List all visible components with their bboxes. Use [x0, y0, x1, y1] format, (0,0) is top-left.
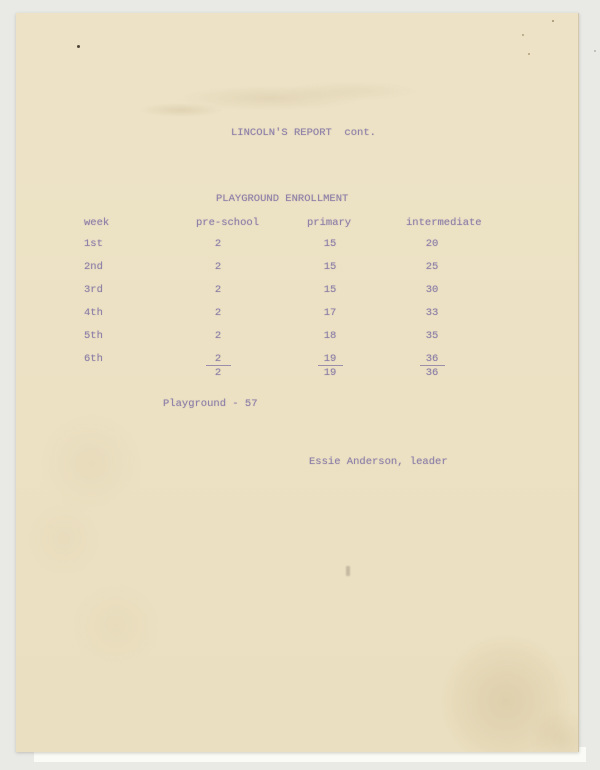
cell-week: 3rd [84, 284, 103, 296]
cell-pre-school: 2 [214, 238, 222, 250]
cell-intermediate: 25 [425, 261, 439, 273]
cell-week: 1st [84, 238, 103, 250]
summary-line: Playground - 57 [163, 398, 258, 410]
cell-pre-school: 2 [214, 284, 222, 296]
signature-line: Essie Anderson, leader [309, 456, 448, 468]
cell-primary: 15 [323, 261, 337, 273]
dust-speck [77, 45, 80, 48]
dust-speck [594, 50, 596, 52]
cell-week: 6th [84, 353, 103, 365]
table-row [16, 261, 578, 274]
table-row [16, 284, 578, 297]
cell-intermediate: 20 [425, 238, 439, 250]
table-row-final-week [16, 353, 578, 366]
cell-intermediate: 35 [425, 330, 439, 342]
cell-pre-school [197, 353, 239, 366]
table-row [16, 330, 578, 343]
header-pre-school: pre-school [196, 217, 260, 229]
sum-underline: 19 [318, 353, 343, 366]
cell-primary: 18 [323, 330, 337, 342]
table-row [16, 238, 578, 251]
section-title: PLAYGROUND ENROLLMENT [216, 193, 349, 205]
cell-intermediate [411, 353, 453, 366]
table-row [16, 307, 578, 320]
sum-underline: 2 [206, 353, 231, 366]
total-intermediate: 36 [425, 367, 439, 379]
cell-primary: 17 [323, 307, 337, 319]
cell-primary [309, 353, 351, 366]
cell-primary: 15 [323, 238, 337, 250]
dust-speck [552, 20, 554, 22]
document-page [16, 13, 579, 752]
cell-pre-school: 2 [214, 307, 222, 319]
cell-intermediate: 30 [425, 284, 439, 296]
cell-pre-school: 2 [214, 261, 222, 273]
dust-speck [522, 34, 524, 36]
total-pre-school: 2 [214, 367, 222, 379]
total-primary: 19 [323, 367, 337, 379]
cell-week: 5th [84, 330, 103, 342]
header-intermediate: intermediate [406, 217, 482, 229]
header-primary: primary [307, 217, 352, 229]
cell-intermediate: 33 [425, 307, 439, 319]
table-totals-row [16, 367, 578, 380]
table-header-row [16, 217, 578, 230]
header-week: week [84, 217, 110, 229]
sum-underline: 36 [420, 353, 445, 366]
cell-primary: 15 [323, 284, 337, 296]
faint-ink-mark [346, 566, 350, 576]
document-title: LINCOLN'S REPORT cont. [231, 127, 376, 139]
cell-week: 2nd [84, 261, 103, 273]
cell-week: 4th [84, 307, 103, 319]
cell-pre-school: 2 [214, 330, 222, 342]
dust-speck [528, 53, 530, 55]
